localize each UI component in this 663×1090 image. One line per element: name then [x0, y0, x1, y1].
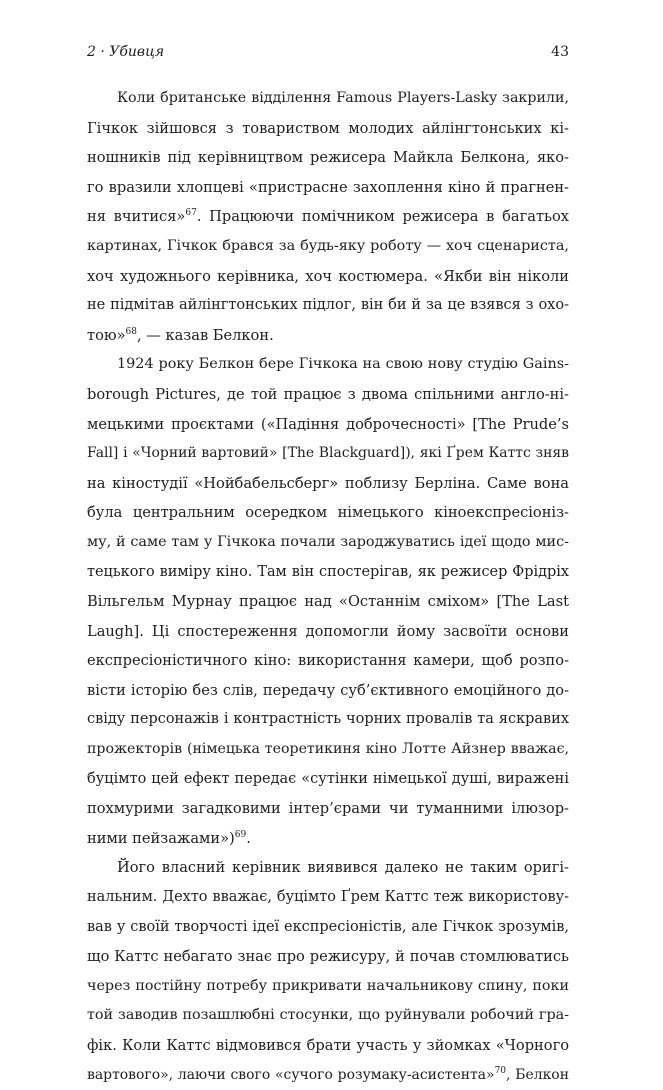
line-text: що Каттс небагато знає про режисуру, й почав стомлюватись [87, 948, 569, 966]
line-text-tail: . Працюючи помічником режисера в багатьох [196, 208, 569, 226]
line-text: Вільгельм Мурнау працює над «Останнім сміхом» [The Last [87, 593, 569, 611]
text-line [87, 883, 569, 913]
line-text: експресіоністичного кіно: використання камери, щоб розпо- [87, 652, 569, 670]
text-line [87, 824, 569, 854]
text-line [87, 735, 569, 765]
text-line [87, 143, 569, 173]
line-text: свіду персонажів і контрастність чорних провалів та яскравих [87, 711, 569, 728]
line-text: ня вчитися» [87, 208, 186, 226]
line-text: го вразили хлопцеві «пристрасне захоплення кіно й прагнен- [87, 178, 569, 196]
text-line [87, 84, 569, 114]
line-text-tail: . [246, 829, 251, 847]
paragraph [87, 84, 569, 350]
line-text: Laugh]. Ці спостереження допомогли йому засвоїти основи [87, 622, 569, 640]
line-text: ношників під керівництвом режисера Майкла Белкона, яко- [87, 149, 569, 167]
page-number: 43 [551, 44, 569, 60]
line-text: тою» [87, 326, 126, 344]
line-text: фік. Коли Каттс відмовився брати участь у зйомках «Чорного [87, 1037, 569, 1054]
line-text: вартового», лаючи свого «сучого розумаку-асистента» [87, 1066, 495, 1083]
text-line [87, 321, 569, 351]
text-line [87, 558, 569, 588]
text-line [87, 380, 569, 410]
line-text: той заводив позашлюбні стосунки, що руйнували робочий гра- [87, 1007, 569, 1024]
text-line [87, 410, 569, 440]
footnote-ref[interactable]: 70 [494, 1065, 507, 1076]
line-text: вісти історію без слів, передачу суб’єктивного емоційного до- [87, 681, 569, 699]
line-text: похмурими загадковими інтер’єрами чи туманними ілюзор- [87, 800, 569, 818]
line-text: 1924 року Белкон бере Гічкока на свою нову студію Gains- [117, 356, 569, 373]
footnote-ref[interactable]: 69 [234, 829, 247, 840]
line-text-tail: , Белкон [506, 1066, 569, 1083]
text-line [87, 1061, 569, 1090]
line-text: нальним. Дехто вважає, буцімто Ґрем Каттс теж використову- [87, 889, 569, 906]
text-line [87, 173, 569, 203]
line-text: borough Pictures, де той працює з двома спільними англо-ні- [87, 385, 569, 403]
text-line [87, 705, 569, 735]
line-text: не підмітав айлінгтонських підлог, він би й за це взявся з охо- [87, 297, 569, 314]
text-line [87, 853, 569, 883]
page-header [87, 44, 569, 60]
text-line [87, 587, 569, 617]
text-line [87, 913, 569, 943]
line-text: була центральним осередком німецького кіноекспресіоніз- [87, 504, 569, 522]
line-text: ними пейзажами») [87, 829, 235, 847]
line-text: хоч художнього керівника, хоч костюмера. «Якби він ніколи [87, 267, 569, 285]
body-text [87, 84, 569, 1090]
text-line [87, 765, 569, 795]
line-text: буцімто цей ефект передає «сутінки німецької душі, виражені [87, 770, 569, 787]
footnote-ref[interactable]: 68 [125, 326, 137, 337]
text-line [87, 291, 569, 321]
text-line [87, 262, 569, 292]
line-text: мецькими проєктами («Падіння доброчесності» [The Prude’s [87, 415, 569, 433]
text-line [87, 202, 569, 232]
text-line [87, 676, 569, 706]
text-line [87, 942, 569, 972]
text-line [87, 972, 569, 1002]
text-line [87, 350, 569, 380]
line-text: через постійну потребу прикривати начальникову спину, поки [87, 977, 569, 994]
text-line [87, 617, 569, 647]
text-line [87, 439, 569, 469]
paragraph [87, 853, 569, 1090]
line-text: му, й саме там у Гічкока почали зароджуватись ідеї щодо мис- [87, 533, 569, 550]
line-text: Fall] і «Чорний вартовий» [The Blackguard]), які Ґрем Каттс зняв [87, 445, 569, 462]
line-text: на кіностудії «Нойбабельсберг» поблизу Берліна. Саме вона [87, 474, 569, 492]
line-text: прожекторів (німецька теоретикиня кіно Лотте Айзнер вважає, [87, 741, 569, 758]
text-line [87, 1001, 569, 1031]
line-text: вав у своїй творчості ідеї експресіоністів, але Гічкок зрозумів, [87, 918, 569, 935]
running-head: 2 · Убивця [87, 44, 165, 60]
text-line [87, 646, 569, 676]
text-line [87, 528, 569, 558]
paragraph [87, 350, 569, 853]
text-line [87, 498, 569, 528]
line-text: Гічкок зійшовся з товариством молодих айлінгтонських кі- [87, 119, 569, 137]
footnote-ref[interactable]: 67 [185, 208, 197, 219]
line-text: тецького виміру кіно. Там він спостерігав, як режисер Фрідріх [87, 563, 569, 580]
line-text-tail: , — казав Белкон. [136, 326, 274, 344]
text-line [87, 1031, 569, 1061]
text-line [87, 232, 569, 262]
line-text: Коли британське відділення Famous Players-Lasky закрили, [117, 90, 569, 106]
line-text: Його власний керівник виявився далеко не таким оригі- [117, 859, 569, 877]
text-line [87, 469, 569, 499]
text-line [87, 114, 569, 144]
line-text: картинах, Гічкок брався за будь-яку роботу — хоч сценариста, [87, 237, 569, 254]
text-line [87, 794, 569, 824]
